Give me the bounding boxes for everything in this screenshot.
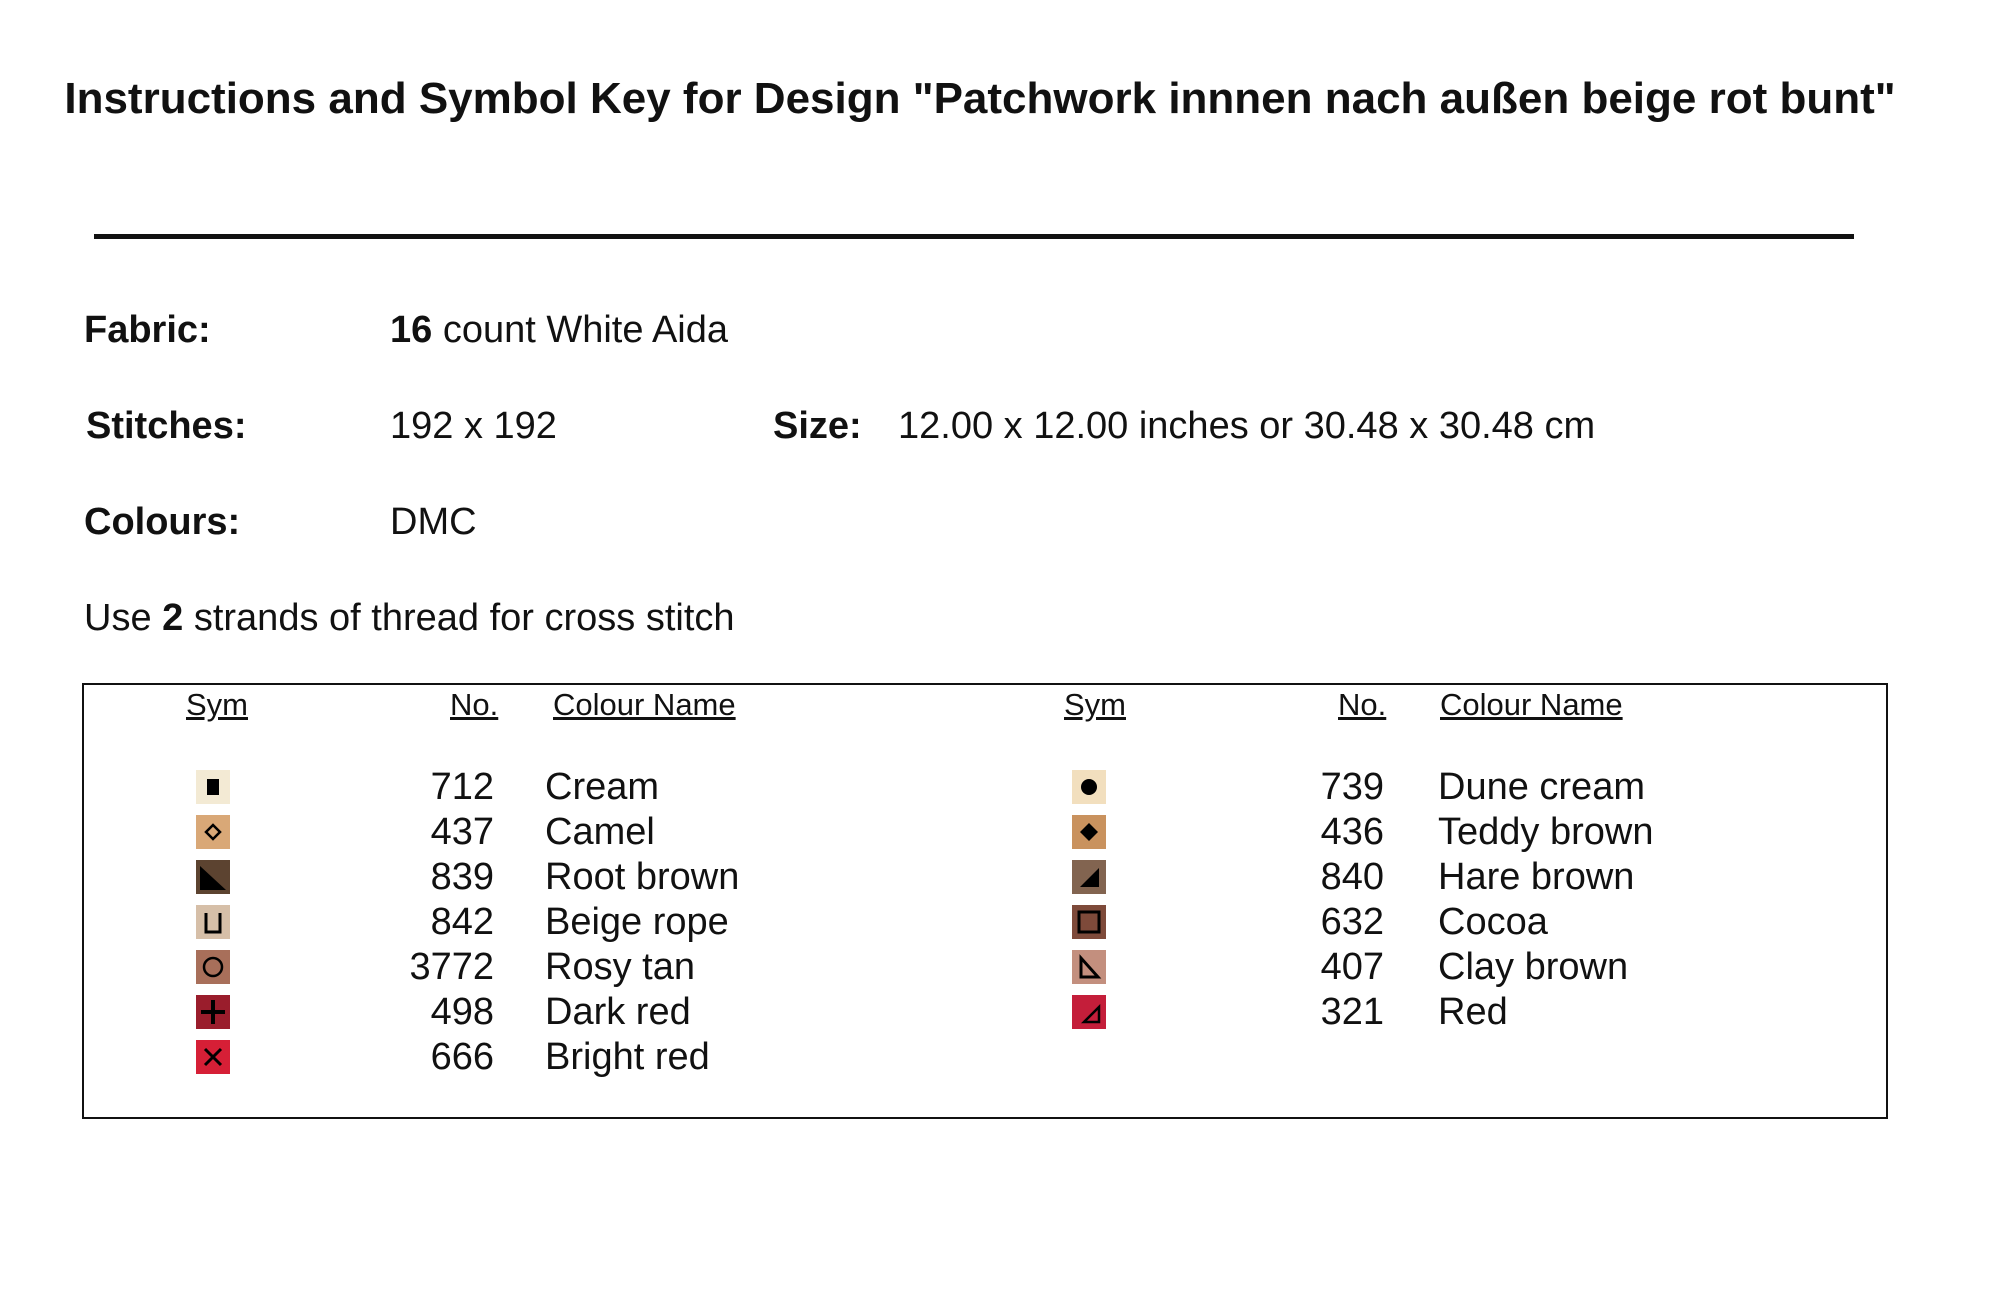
thread-number: 739 [1320, 766, 1384, 808]
colour-name: Beige rope [545, 901, 729, 943]
colour-name: Rosy tan [545, 946, 695, 988]
symbol-glyph-icon [196, 995, 230, 1029]
symbol-swatch-498 [196, 995, 230, 1029]
header-sym-left: Sym [186, 687, 248, 722]
thread-number: 436 [1320, 811, 1384, 853]
stitches-label [86, 404, 246, 448]
thread-number: 3772 [409, 946, 494, 988]
colour-name: Clay brown [1438, 946, 1629, 988]
symbol-swatch-632 [1072, 905, 1106, 939]
title-divider [94, 234, 1854, 239]
symbol-swatch-437 [196, 815, 230, 849]
header-no-left: No. [450, 687, 499, 722]
colour-name: Cream [545, 766, 660, 808]
symbol-swatch-407 [1072, 950, 1106, 984]
colour-name: Dune cream [1438, 766, 1645, 808]
colours-label-text: Colours: [84, 501, 241, 543]
symbol-swatch-666 [196, 1040, 230, 1074]
thread-number: 840 [1320, 856, 1384, 898]
symbol-glyph-icon [196, 905, 230, 939]
symbol-glyph-icon [196, 950, 230, 984]
symbol-glyph-icon [196, 815, 230, 849]
page-title: Instructions and Symbol Key for Design "Patchwork innnen nach außen beige rot bunt" [64, 74, 1896, 123]
stitches-label-text: Stitches: [86, 405, 247, 447]
size-value: 12.00 x 12.00 inches or 30.48 x 30.48 cm [898, 405, 1596, 447]
symbol-swatch-436 [1072, 815, 1106, 849]
thread-number: 407 [1320, 946, 1384, 988]
thread-number: 437 [430, 811, 494, 853]
thread-number: 839 [430, 856, 494, 898]
symbol-swatch-840 [1072, 860, 1106, 894]
colour-name: Teddy brown [1438, 811, 1654, 853]
symbol-glyph-icon [1072, 815, 1106, 849]
colour-name: Hare brown [1438, 856, 1635, 898]
symbol-swatch-712 [196, 770, 230, 804]
header-name-left: Colour Name [553, 687, 736, 722]
colour-name: Red [1438, 991, 1508, 1033]
fabric-label-text: Fabric: [84, 309, 211, 351]
size-label-text: Size: [773, 405, 862, 447]
colour-name: Bright red [545, 1036, 710, 1078]
header-sym-right: Sym [1064, 687, 1126, 722]
colours-label [84, 500, 240, 544]
symbol-glyph-icon [1072, 995, 1106, 1029]
header-name-right: Colour Name [1440, 687, 1623, 722]
thread-number: 498 [430, 991, 494, 1033]
colours-value: DMC [390, 501, 477, 543]
thread-number: 842 [430, 901, 494, 943]
colour-name: Dark red [545, 991, 691, 1033]
thread-number: 666 [430, 1036, 494, 1078]
strands-post: strands of thread for cross stitch [183, 597, 735, 639]
colour-name: Root brown [545, 856, 740, 898]
colour-name: Camel [545, 811, 655, 853]
symbol-swatch-842 [196, 905, 230, 939]
symbol-key-table [82, 683, 1888, 1119]
thread-number: 632 [1320, 901, 1384, 943]
fabric-value [390, 308, 728, 352]
strands-count: 2 [162, 597, 184, 639]
symbol-glyph-icon [196, 860, 230, 894]
fabric-label [84, 308, 211, 352]
size-label [773, 404, 862, 448]
thread-number: 321 [1320, 991, 1384, 1033]
symbol-glyph-icon [1072, 950, 1106, 984]
header-no-right: No. [1338, 687, 1387, 722]
symbol-swatch-739 [1072, 770, 1106, 804]
colour-name: Cocoa [1438, 901, 1548, 943]
symbol-glyph-icon [196, 1040, 230, 1074]
symbol-glyph-icon [1072, 905, 1106, 939]
stitches-value: 192 x 192 [390, 405, 557, 447]
fabric-rest: count White Aida [432, 309, 729, 351]
strands-pre: Use [84, 597, 163, 639]
symbol-swatch-321 [1072, 995, 1106, 1029]
symbol-glyph-icon [1072, 770, 1106, 804]
symbol-swatch-839 [196, 860, 230, 894]
symbol-swatch-3772 [196, 950, 230, 984]
fabric-count: 16 [390, 309, 433, 351]
strands-note [84, 596, 735, 640]
symbol-glyph-icon [196, 770, 230, 804]
thread-number: 712 [430, 766, 494, 808]
symbol-glyph-icon [1072, 860, 1106, 894]
